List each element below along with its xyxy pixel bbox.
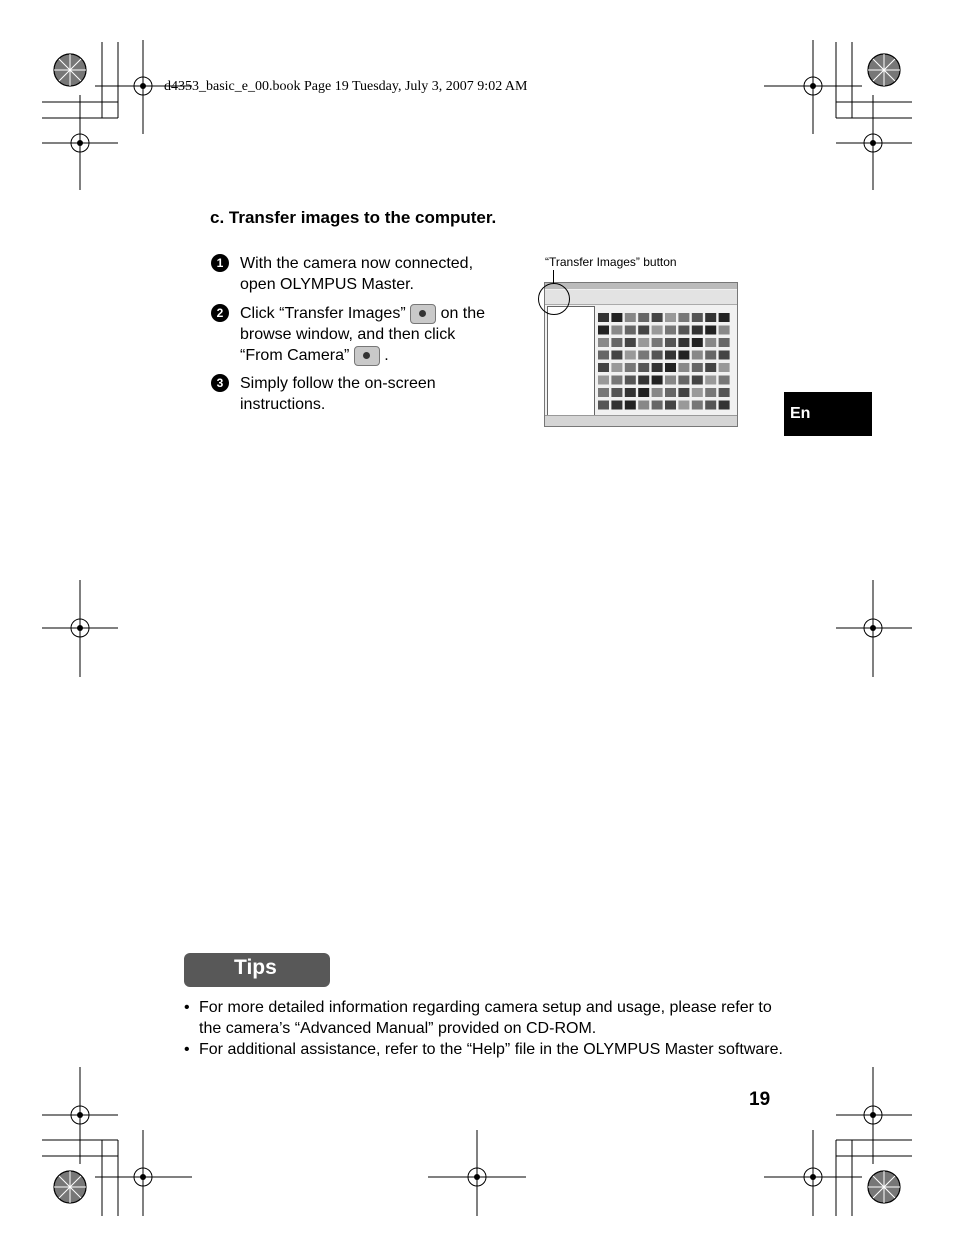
thumbnail [665, 363, 676, 372]
thumbnail [665, 313, 676, 322]
thumbnail [611, 388, 622, 397]
thumbnail [638, 338, 649, 347]
thumbnail [652, 326, 663, 335]
thumbnail [638, 351, 649, 360]
thumbnail [652, 338, 663, 347]
thumbnail [665, 338, 676, 347]
step-text-part: Click “Transfer Images” [240, 305, 406, 322]
tip-text: For additional assistance, refer to the “Help” file in the OLYMPUS Master software. [199, 1041, 783, 1058]
window-toolbar [545, 290, 737, 305]
thumbnail [652, 351, 663, 360]
thumbnail [611, 326, 622, 335]
thumbnail [598, 338, 609, 347]
thumbnail [652, 388, 663, 397]
thumbnail [598, 401, 609, 410]
window-sidebar [547, 306, 595, 418]
thumbnail [611, 338, 622, 347]
thumbnail [625, 326, 636, 335]
page-number: 19 [749, 1089, 771, 1110]
thumbnail [665, 401, 676, 410]
thumbnail [705, 401, 716, 410]
thumbnail [611, 363, 622, 372]
thumbnail-grid [598, 313, 732, 413]
thumbnail [678, 351, 689, 360]
thumbnail [638, 326, 649, 335]
thumbnail [611, 313, 622, 322]
thumbnail [678, 338, 689, 347]
step-number: 2 [211, 304, 229, 322]
thumbnail [638, 388, 649, 397]
thumbnail [625, 338, 636, 347]
thumbnail [652, 363, 663, 372]
thumbnail [598, 388, 609, 397]
step-text: Simply follow the on-screen instructions. [240, 375, 436, 413]
thumbnail [719, 326, 730, 335]
thumbnail [611, 376, 622, 385]
thumbnail [598, 363, 609, 372]
thumbnail [598, 376, 609, 385]
thumbnail [678, 326, 689, 335]
thumbnail [611, 351, 622, 360]
thumbnail [625, 376, 636, 385]
thumbnail [598, 351, 609, 360]
bullet: • [184, 1041, 190, 1058]
thumbnail [611, 401, 622, 410]
thumbnail [625, 401, 636, 410]
thumbnail [719, 376, 730, 385]
thumbnail [638, 376, 649, 385]
thumbnail [652, 376, 663, 385]
thumbnail [652, 313, 663, 322]
thumbnail [625, 363, 636, 372]
thumbnail [692, 401, 703, 410]
thumbnail [705, 388, 716, 397]
bullet: • [184, 999, 190, 1016]
figure-caption: “Transfer Images” button [545, 255, 677, 269]
thumbnail [665, 388, 676, 397]
step-text: With the camera now connected, open OLYMPUS Master. [240, 255, 474, 293]
thumbnail [705, 326, 716, 335]
thumbnail [665, 326, 676, 335]
step-text-part: on the browse window, and then click “From Camera” [240, 305, 486, 364]
thumbnail [665, 351, 676, 360]
window-titlebar [545, 283, 737, 289]
callout-line [553, 270, 554, 284]
thumbnail [678, 401, 689, 410]
from-camera-icon [354, 346, 380, 366]
thumbnail [678, 363, 689, 372]
thumbnail [705, 376, 716, 385]
thumbnail [705, 363, 716, 372]
tips-list [184, 997, 784, 1060]
thumbnail [692, 338, 703, 347]
thumbnail [638, 363, 649, 372]
thumbnail [705, 338, 716, 347]
thumbnail [719, 338, 730, 347]
thumbnail [678, 376, 689, 385]
thumbnail [625, 351, 636, 360]
thumbnail [692, 388, 703, 397]
thumbnail [678, 313, 689, 322]
tip-item [184, 997, 784, 1039]
thumbnail [719, 363, 730, 372]
thumbnail [692, 326, 703, 335]
thumbnail [598, 326, 609, 335]
thumbnail [638, 313, 649, 322]
thumbnail [692, 313, 703, 322]
thumbnail [638, 401, 649, 410]
thumbnail [665, 376, 676, 385]
thumbnail [692, 351, 703, 360]
window-statusbar [545, 415, 737, 426]
thumbnail [652, 401, 663, 410]
thumbnail [719, 351, 730, 360]
transfer-images-icon [410, 304, 436, 324]
thumbnail [598, 313, 609, 322]
step-number: 3 [211, 374, 229, 392]
section-title: c. Transfer images to the computer. [210, 208, 497, 227]
language-tab: En [784, 392, 872, 436]
book-info-header: d4353_basic_e_00.book Page 19 Tuesday, July 3, 2007 9:02 AM [164, 79, 528, 94]
thumbnail [678, 388, 689, 397]
thumbnail [692, 363, 703, 372]
tip-text: For more detailed information regarding camera setup and usage, please refer to the camera’s “Advanced Manual” provided on CD-ROM. [199, 999, 772, 1037]
thumbnail [705, 313, 716, 322]
step-text-part: . [384, 347, 389, 364]
thumbnail [705, 351, 716, 360]
step-number: 1 [211, 254, 229, 272]
callout-circle [538, 283, 570, 315]
thumbnail [625, 313, 636, 322]
thumbnail [719, 388, 730, 397]
olympus-master-browse-window-image [544, 282, 738, 427]
thumbnail [719, 313, 730, 322]
thumbnail [719, 401, 730, 410]
thumbnail [625, 388, 636, 397]
tips-heading: Tips [184, 953, 330, 987]
tip-item [184, 1039, 784, 1060]
thumbnail [692, 376, 703, 385]
step-text [240, 303, 500, 366]
